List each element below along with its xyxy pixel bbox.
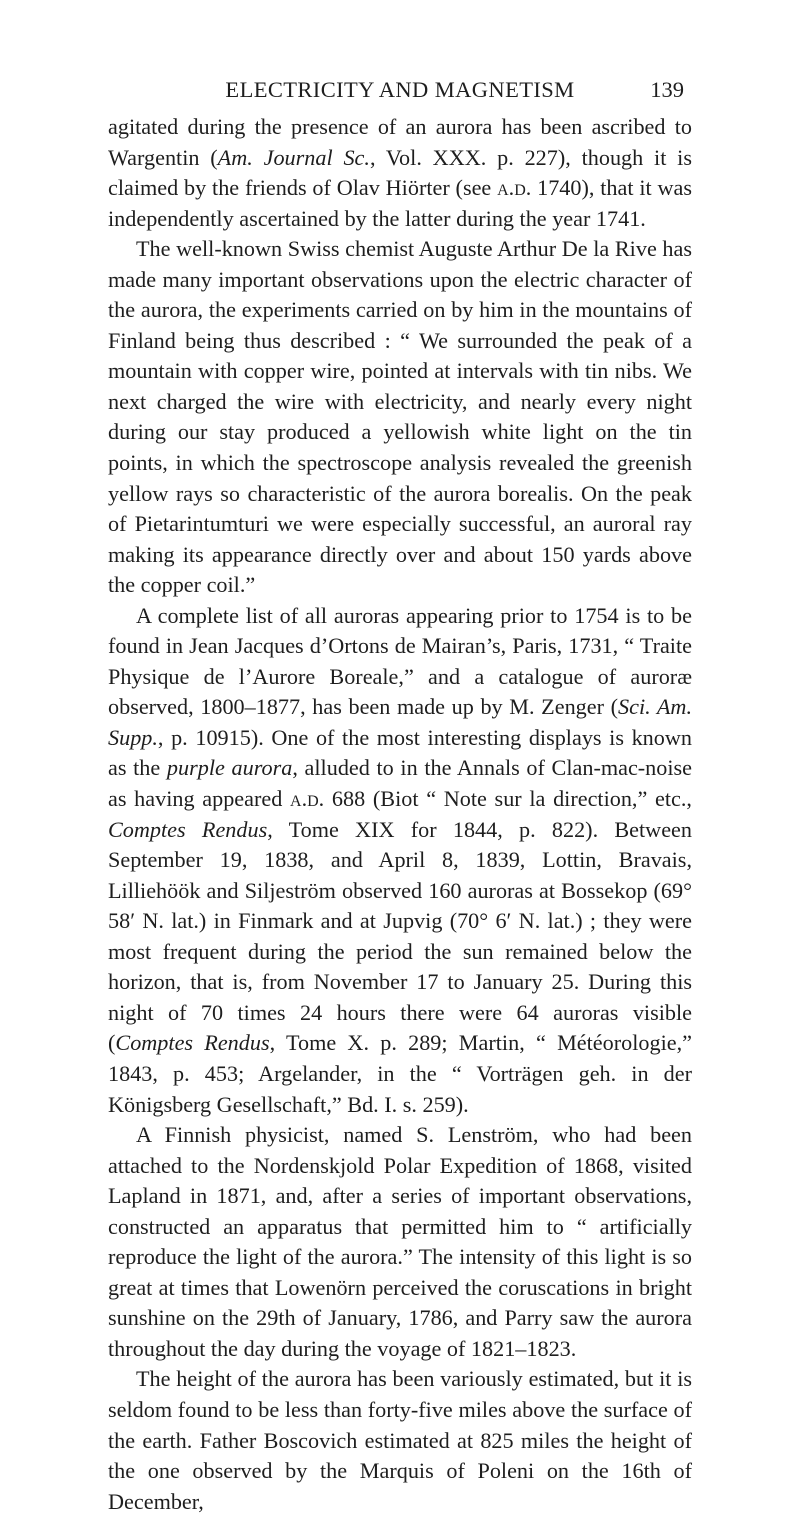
page-number: 139 <box>650 77 684 102</box>
running-head <box>0 70 800 110</box>
running-title: ELECTRICITY AND MAGNETISM <box>225 77 575 102</box>
paragraph: agitated during the presence of an aurora has been ascribed to Wargentin (Am. Journal Sc., Vol. XXX. p. 227), though it is claimed by the friends of Olav Hiörter (see a.d. 1740), that it was independently ascertained by the latter during the year 1741. <box>108 114 692 231</box>
paragraph: The height of the aurora has been variously estimated, but it is seldom found to be less than forty-five miles above the surface of the earth. Father Boscovich estimated at 825 miles the height of the one observed by the Marquis of Poleni on the 16th of December, <box>108 1366 692 1514</box>
paragraph: A Finnish physicist, named S. Lenström, who had been attached to the Nordenskjold Polar Expedition of 1868, visited Lapland in 1871, and, after a series of important observations, constructed an apparatus that permitted him to “ artificially reproduce the light of the aurora.” The intensity of this light is so great at times that Lowenörn perceived the coruscations in bright sunshine on the 29th of January, 1786, and Parry saw the aurora throughout the day during the voyage of 1821–1823. <box>108 1122 692 1361</box>
paragraph: The well-known Swiss chemist Auguste Arthur De la Rive has made many important observations upon the electric character of the aurora, the experiments carried on by him in the mountains of Finland being thus described : “ We surrounded the peak of a mountain with copper wire, pointed at intervals with tin nibs. We next charged the wire with electricity, and nearly every night during our stay produced a yellowish white light on the tin points, in which the spectroscope analysis revealed the greenish yellow rays so characteristic of the aurora borealis. On the peak of Pietarintumturi we were especially successful, an auroral ray making its appearance directly over and about 150 yards above the copper coil.” <box>108 236 692 598</box>
paragraph: A complete list of all auroras appearing prior to 1754 is to be found in Jean Jacques d’Ortons de Mairan’s, Paris, 1731, “ Traite Physique de l’Aurore Boreale,” and a catalogue of auroræ observed, 1800–1877, has been made up by M. Zenger (Sci. Am. Supp., p. 10915). One of the most interesting displays is known as the purple aurora, alluded to in the Annals of Clan-mac-noise as having appeared a.d. 688 (Biot “ Note sur la direction,” etc., Comptes Rendus, Tome XIX for 1844, p. 822). Between September 19, 1838, and April 8, 1839, Lottin, Bravais, Lilliehöök and Siljeström observed 160 auroras at Bossekop (69° 58′ N. lat.) in Finmark and at Jupvig (70° 6′ N. lat.) ; they were most frequent during the period the sun remained below the horizon, that is, from November 17 to January 25. During this night of 70 times 24 hours there were 64 auroras visible (Comptes Rendus, Tome X. p. 289; Martin, “ Météorologie,” 1843, p. 453; Argelander, in the “ Vorträgen geh. in der Königsberg Gesellschaft,” Bd. I. s. 259). <box>108 602 693 1117</box>
body-text <box>108 112 692 1517</box>
